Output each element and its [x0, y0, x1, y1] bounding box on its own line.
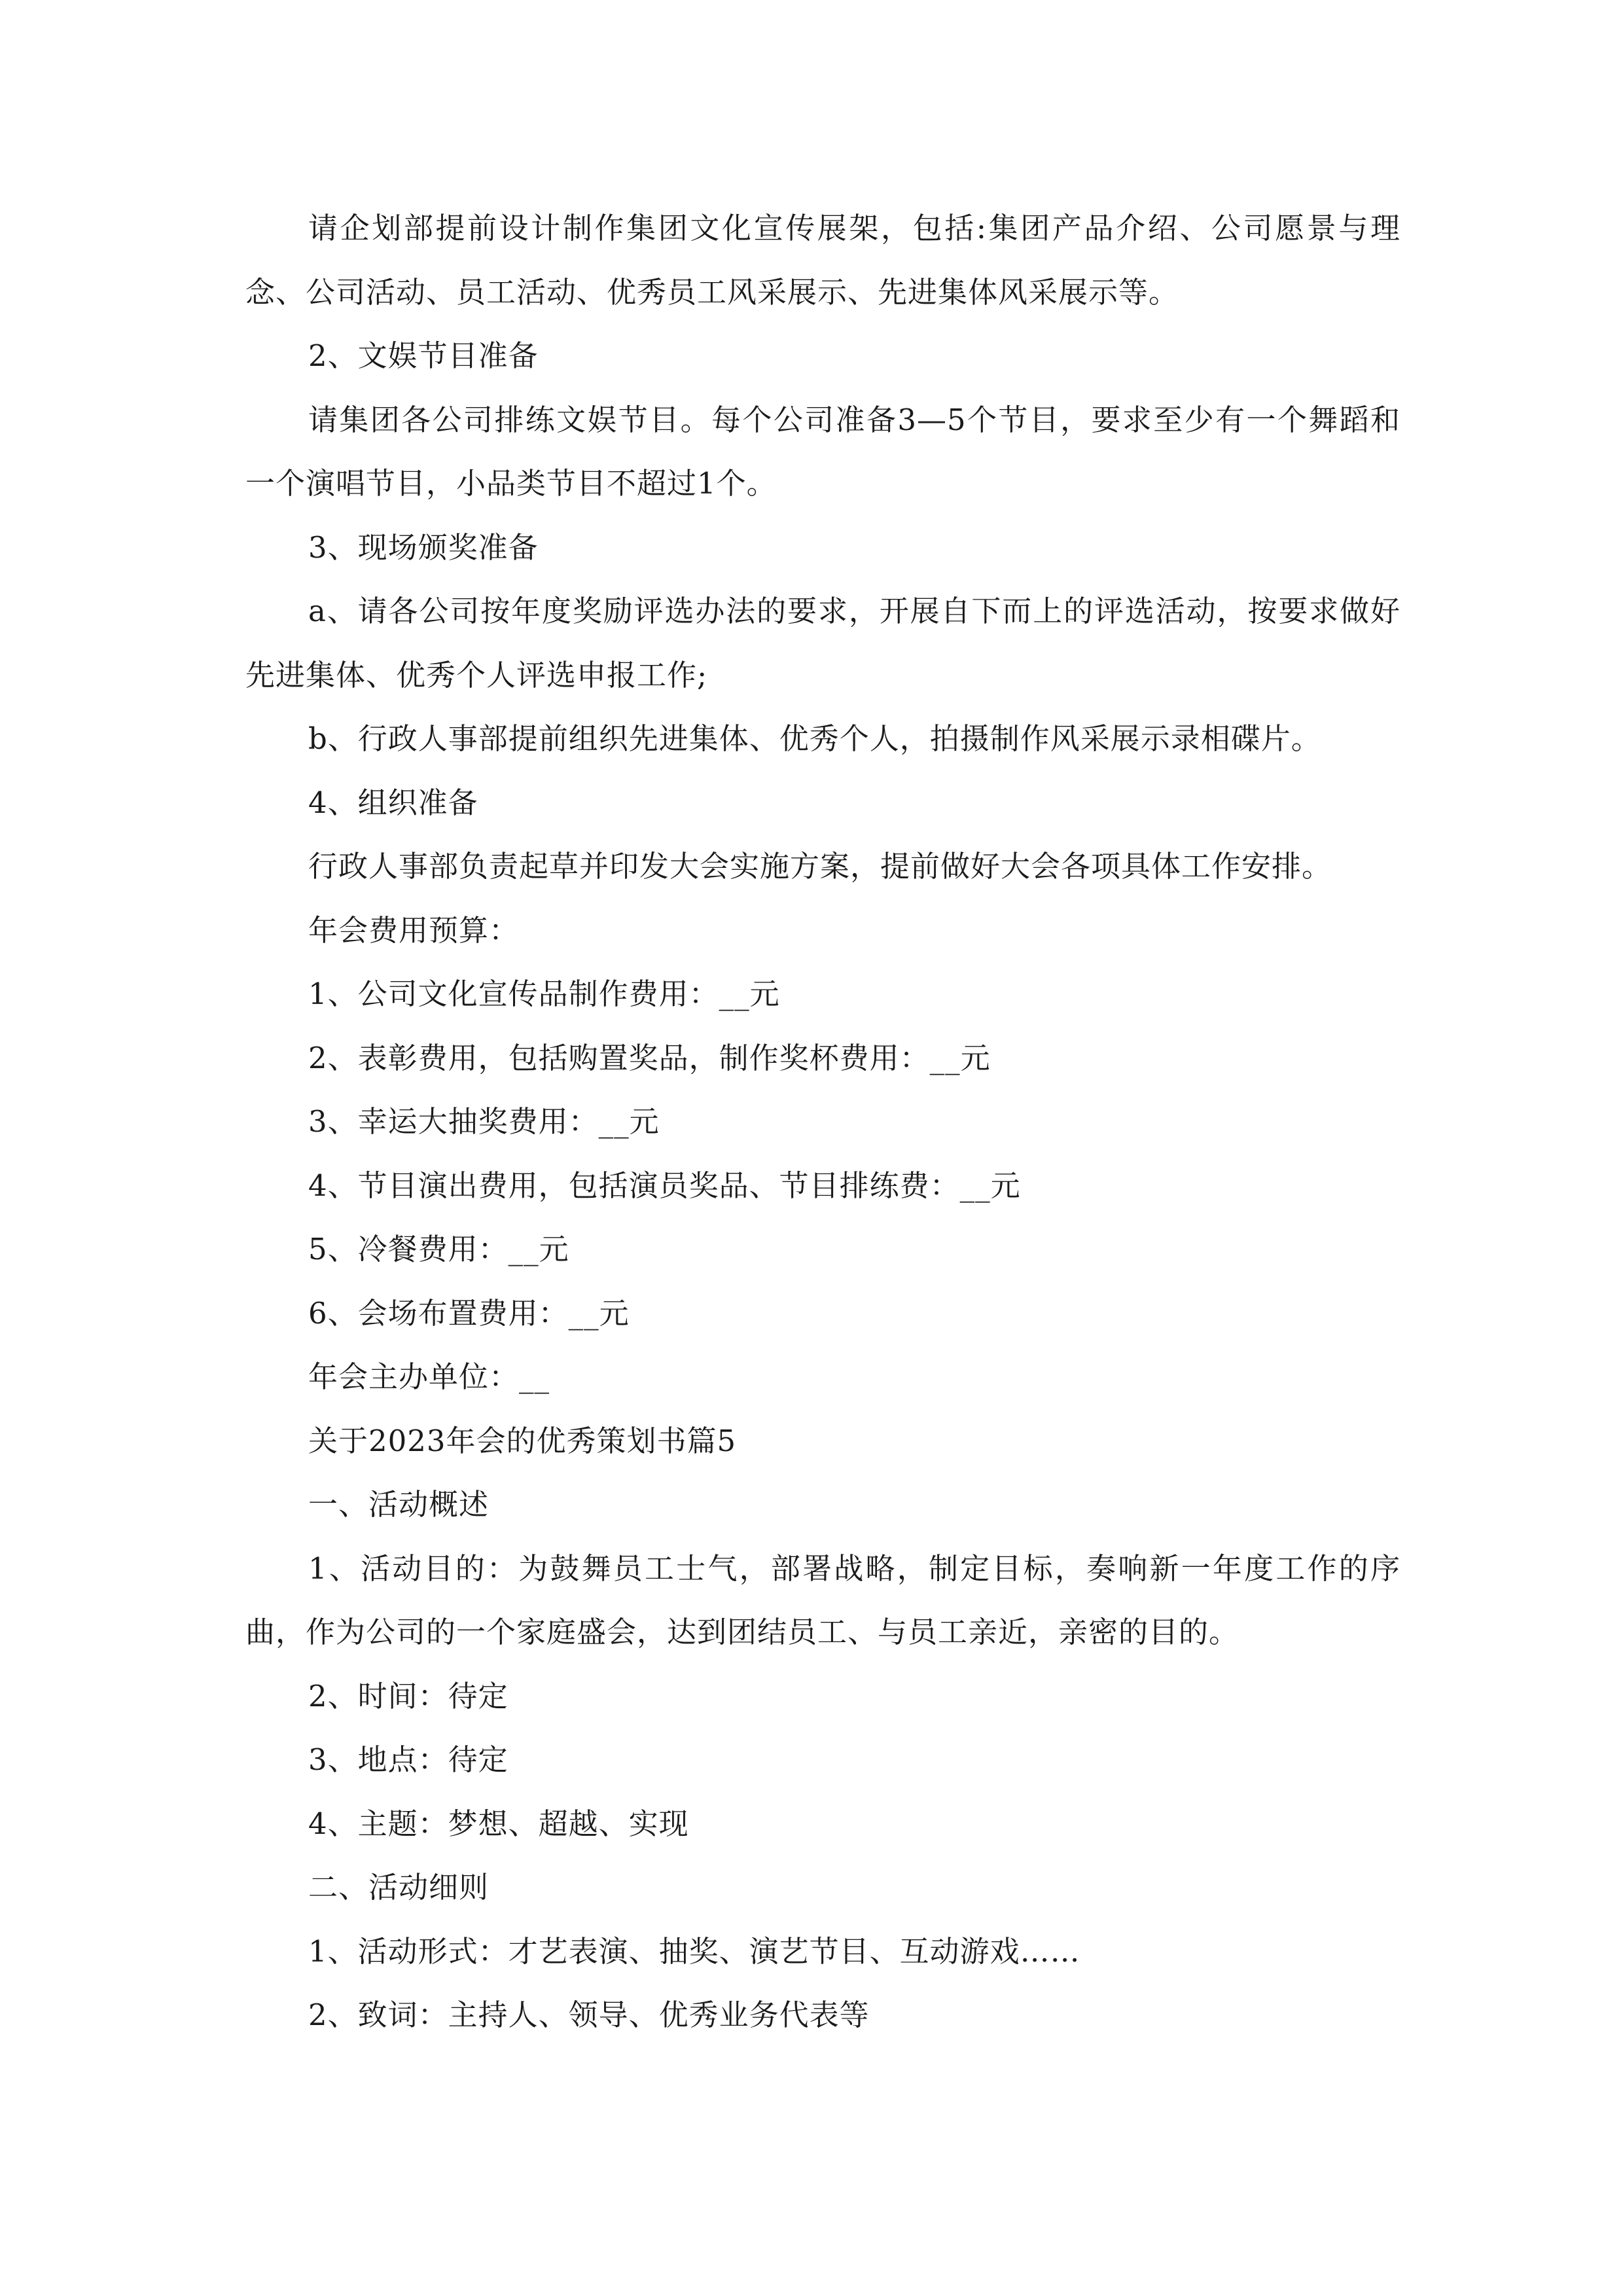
- budget-item-venue: 6、会场布置费用：__元: [308, 1295, 630, 1331]
- host-organization: 年会主办单位：__: [308, 1359, 550, 1394]
- document-body: [245, 196, 1400, 2047]
- paragraph-location: 3、地点：待定: [308, 1742, 508, 1777]
- heading-entertainment-prep: 2、文娱节目准备: [308, 338, 539, 373]
- heading-award-prep: 3、现场颁奖准备: [308, 529, 539, 565]
- budget-item-awards: 2、表彰费用，包括购置奖品，制作奖杯费用：__元: [308, 1040, 991, 1075]
- budget-item-culture-materials: 1、公司文化宣传品制作费用：__元: [308, 977, 780, 1011]
- paragraph-activity-format: 1、活动形式：才艺表演、抽奖、演艺节目、互动游戏……: [308, 1933, 1080, 1969]
- paragraph-exhibition-prep: 请企划部提前设计制作集团文化宣传展架，包括:集团产品介绍、公司愿景与理念、公司活动、员工活动、优秀员工风采展示、先进集体风采展示等。: [245, 211, 1400, 310]
- paragraph-speeches: 2、致词：主持人、领导、优秀业务代表等: [308, 1998, 870, 2032]
- paragraph-organization-prep: 行政人事部负责起草并印发大会实施方案，提前做好大会各项具体工作安排。: [308, 849, 1332, 884]
- heading-budget: 年会费用预算：: [308, 912, 520, 948]
- heading-organization-prep: 4、组织准备: [308, 785, 478, 820]
- heading-details: 二、活动细则: [308, 1870, 490, 1905]
- paragraph-theme: 4、主题：梦想、超越、实现: [308, 1806, 689, 1841]
- heading-overview: 一、活动概述: [308, 1487, 490, 1522]
- paragraph-purpose: 1、活动目的：为鼓舞员工士气，部署战略，制定目标，奏响新一年度工作的序曲，作为公司的一个家庭盛会，达到团结员工、与员工亲近，亲密的目的。: [245, 1551, 1400, 1649]
- paragraph-award-prep-a: a、请各公司按年度奖励评选办法的要求，开展自下而上的评选活动，按要求做好先进集体、优秀个人评选申报工作;: [245, 594, 1400, 692]
- paragraph-time: 2、时间：待定: [308, 1678, 508, 1713]
- section-title-plan-5: 关于2023年会的优秀策划书篇5: [308, 1423, 737, 1458]
- budget-item-lucky-draw: 3、幸运大抽奖费用：__元: [308, 1104, 660, 1139]
- paragraph-entertainment-prep: 请集团各公司排练文娱节目。每个公司准备3—5个节目，要求至少有一个舞蹈和一个演唱节目，小品类节目不超过1个。: [245, 402, 1400, 501]
- budget-item-performances: 4、节目演出费用，包括演员奖品、节目排练费：__元: [308, 1168, 1021, 1203]
- budget-item-catering: 5、冷餐费用：__元: [308, 1232, 569, 1266]
- paragraph-award-prep-b: b、行政人事部提前组织先进集体、优秀个人，拍摄制作风采展示录相碟片。: [308, 721, 1321, 756]
